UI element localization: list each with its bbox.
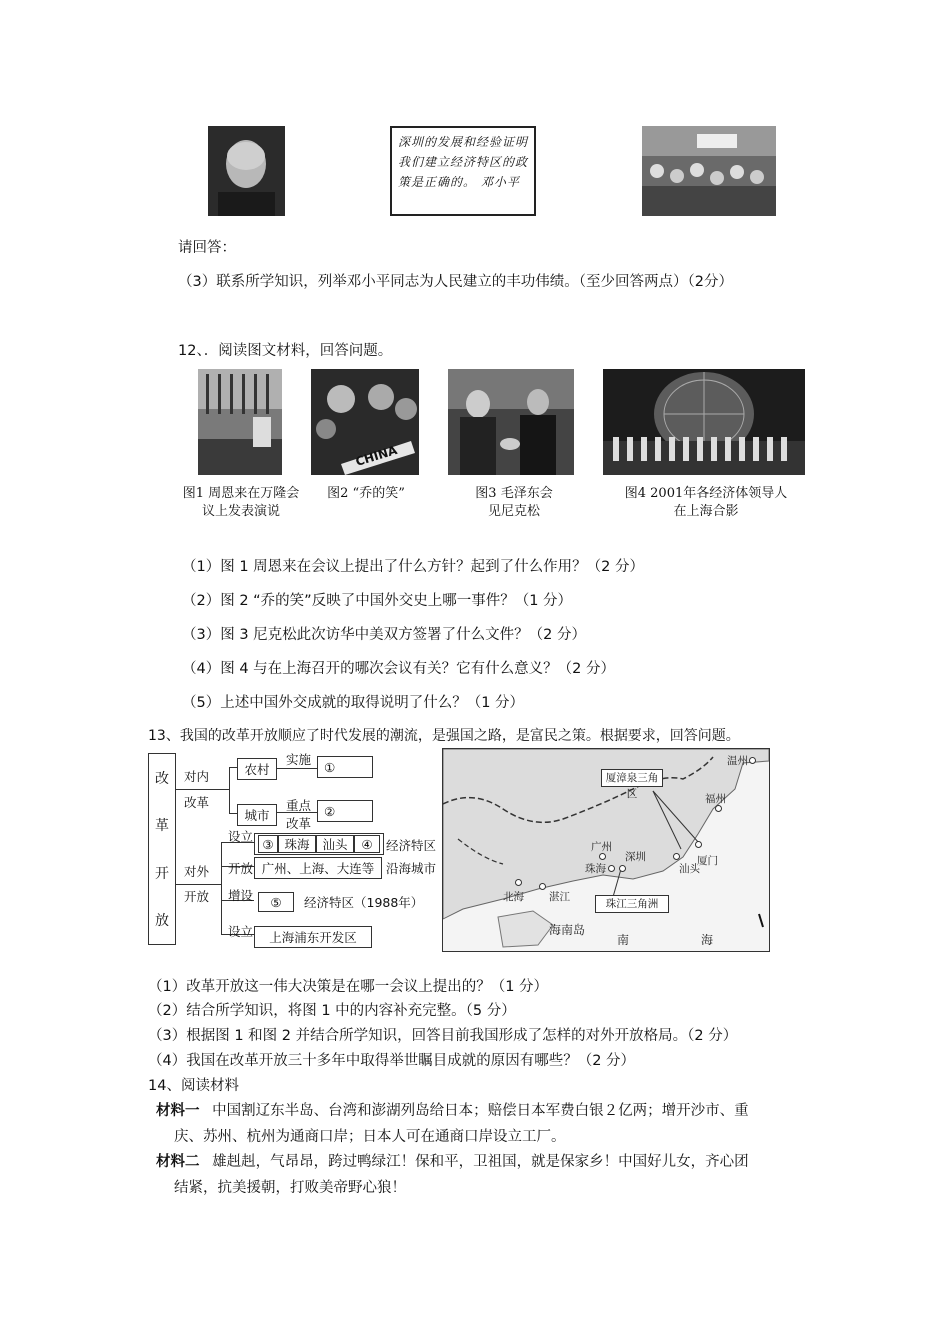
map-dot-fuzhou (715, 805, 722, 812)
blank-1-box: ① (317, 756, 373, 778)
reform-diagram (146, 750, 442, 950)
root-box (148, 753, 176, 945)
q11-item3: （3）联系所学知识，列举邓小平同志为人民建立的丰功伟绩。（至少回答两点）（2分） (178, 274, 733, 290)
q13-question-4: （4）我国在改革开放三十多年中取得举世瞩目成就的原因有哪些？（2 分） (148, 1053, 636, 1069)
pudong-box: 上海浦东开发区 (254, 926, 372, 948)
internal-label-2: 改革 (184, 795, 210, 810)
zhuhai-box: 珠海 (278, 835, 316, 853)
material-1-text-2: 庆、苏州、杭州为通商口岸；日本人可在通商口岸设立工厂。 (174, 1129, 566, 1145)
calligraphy-text: 深圳的发展和经验证明我们建立经济特区的政策是正确的。 邓小平 (398, 135, 529, 189)
coastal-map (442, 748, 770, 952)
map-dot-shantou (673, 853, 680, 860)
q12-question-5: （5）上述中国外交成就的取得说明了什么？（1 分） (182, 695, 525, 711)
external-label-2: 开放 (184, 889, 210, 904)
establish-label-2: 设立 (228, 924, 254, 939)
root-char-2: 革 (155, 818, 169, 835)
key-label-1: 重点 (286, 798, 312, 813)
q13-question-1: （1）改革开放这一伟大决策是在哪一会议上提出的？（1 分） (148, 979, 549, 995)
calligraphy-image (390, 126, 536, 216)
q12-header: 12、．阅读图文材料，回答问题。 (178, 343, 393, 359)
crowd-welcome-photo (642, 126, 776, 216)
pearl-delta-callout-box (595, 895, 669, 913)
shantou-box: 汕头 (316, 835, 354, 853)
material-2-line1 (156, 1150, 749, 1171)
map-label-wenzhou: 温州 (727, 755, 748, 767)
xzq-callout-box (601, 769, 663, 800)
root-char-1: 改 (155, 770, 169, 787)
map-label-zhanjiang: 湛江 (549, 891, 570, 903)
sez-label: 经济特区 (386, 838, 437, 853)
internal-label-1: 对内 (184, 769, 210, 784)
map-dot-wenzhou (749, 757, 756, 764)
blank-3-box: ③ (258, 835, 278, 853)
caption-fig3-line2: 见尼克松 (487, 504, 540, 519)
material-2-text-2: 结紧，抗美援朝，打败美帝野心狼！ (174, 1180, 406, 1196)
map-label-guangzhou: 广州 (591, 841, 612, 853)
map-dot-xiamen (695, 841, 702, 848)
external-label-1: 对外 (184, 864, 210, 879)
q11-prompt: 请回答： (178, 240, 236, 256)
map-label-beihai: 北海 (503, 891, 524, 903)
xzq-label: 厦漳泉三角区 (605, 772, 659, 800)
q12-question-2: （2）图 2 “乔的笑”反映了中国外交史上哪一事件？（1 分） (182, 593, 573, 609)
photo-apec-leaders (603, 369, 805, 475)
map-label-xiamen: 厦门 (697, 855, 718, 867)
blank-5-box: ⑤ (258, 892, 294, 912)
root-char-3: 开 (155, 865, 169, 882)
material-2-text-1: 雄赳赳，气昂昂，跨过鸭绿江！保和平，卫祖国，就是保家乡！中国好儿女，齐心团 (212, 1154, 749, 1170)
photo-bandung-speech (198, 369, 282, 475)
caption-fig2-line1: 图2 “乔的笑” (327, 486, 405, 501)
key-label-2: 改革 (286, 816, 312, 831)
material-1-label: 材料一 (156, 1103, 200, 1119)
map-dot-zhuhai (608, 865, 615, 872)
sez-1988-label: 经济特区（1988年） (304, 895, 424, 910)
coastal-cities-box: 广州、上海、大连等 (254, 857, 382, 879)
map-dot-shenzhen (619, 865, 626, 872)
caption-fig1-line1: 图1 周恩来在万隆会 (182, 486, 300, 501)
map-dot-zhanjiang (539, 883, 546, 890)
map-label-shenzhen: 深圳 (625, 851, 646, 863)
rural-box: 农村 (237, 758, 277, 780)
china-banner-text: CHINA (353, 443, 399, 469)
caption-fig4 (614, 485, 798, 521)
caption-fig4-line1: 图4 2001年各经济体领导人 (624, 486, 788, 501)
photo-mao-nixon (448, 369, 574, 475)
implement-label: 实施 (286, 752, 312, 767)
photo-qiao-laugh (311, 369, 419, 475)
material-1-line2 (174, 1125, 566, 1146)
caption-fig1-line2: 议上发表演说 (201, 504, 280, 519)
caption-fig1 (178, 485, 304, 521)
q14-header: 14、阅读材料 (148, 1078, 239, 1094)
material-2-label: 材料二 (156, 1154, 200, 1170)
blank-4-box: ④ (354, 835, 380, 853)
caption-fig4-line2: 在上海合影 (673, 504, 739, 519)
blank-2-box: ② (317, 800, 373, 822)
material-2-line2 (174, 1176, 406, 1197)
establish-label-1: 设立 (228, 829, 254, 844)
q13-question-2: （2）结合所学知识，将图 1 中的内容补充完整。（5 分） (148, 1003, 516, 1019)
add-label: 增设 (228, 888, 254, 903)
map-label-hainan: 海南岛 (549, 923, 586, 937)
root-char-4: 放 (155, 913, 169, 930)
deng-xiaoping-portrait (208, 126, 285, 216)
q12-question-1: （1）图 1 周恩来在会议上提出了什么方针？起到了什么作用？（2 分） (182, 559, 645, 575)
map-label-sea: 海 (701, 933, 714, 947)
q13-header: 13、我国的改革开放顺应了时代发展的潮流，是强国之路，是富民之策。根据要求，回答问题。 (148, 728, 740, 744)
q12-question-3: （3）图 3 尼克松此次访华中美双方签署了什么文件？（2 分） (182, 627, 587, 643)
map-dot-beihai (515, 879, 522, 886)
map-label-south: 南 (617, 933, 630, 947)
material-1-line1 (156, 1099, 749, 1120)
q12-question-4: （4）图 4 与在上海召开的哪次会议有关？它有什么意义？（2 分） (182, 661, 616, 677)
map-dot-guangzhou (599, 853, 606, 860)
caption-fig3 (466, 485, 562, 521)
pearl-delta-label: 珠江三角洲 (605, 898, 659, 910)
map-label-fuzhou: 福州 (705, 793, 726, 805)
city-box: 城市 (237, 804, 277, 826)
q13-question-3: （3）根据图 1 和图 2 并结合所学知识，回答目前我国形成了怎样的对外开放格局。（2 分） (148, 1028, 738, 1044)
map-label-zhuhai: 珠海 (585, 863, 606, 875)
material-1-text-1: 中国割辽东半岛、台湾和澎湖列岛给日本；赔偿日本军费白银２亿两；增开沙市、重 (212, 1103, 749, 1119)
caption-fig2 (316, 485, 416, 503)
coastal-cities-label: 沿海城市 (386, 861, 437, 876)
map-label-shantou: 汕头 (679, 863, 700, 875)
caption-fig3-line1: 图3 毛泽东会 (475, 486, 553, 501)
open-label: 开放 (228, 861, 254, 876)
